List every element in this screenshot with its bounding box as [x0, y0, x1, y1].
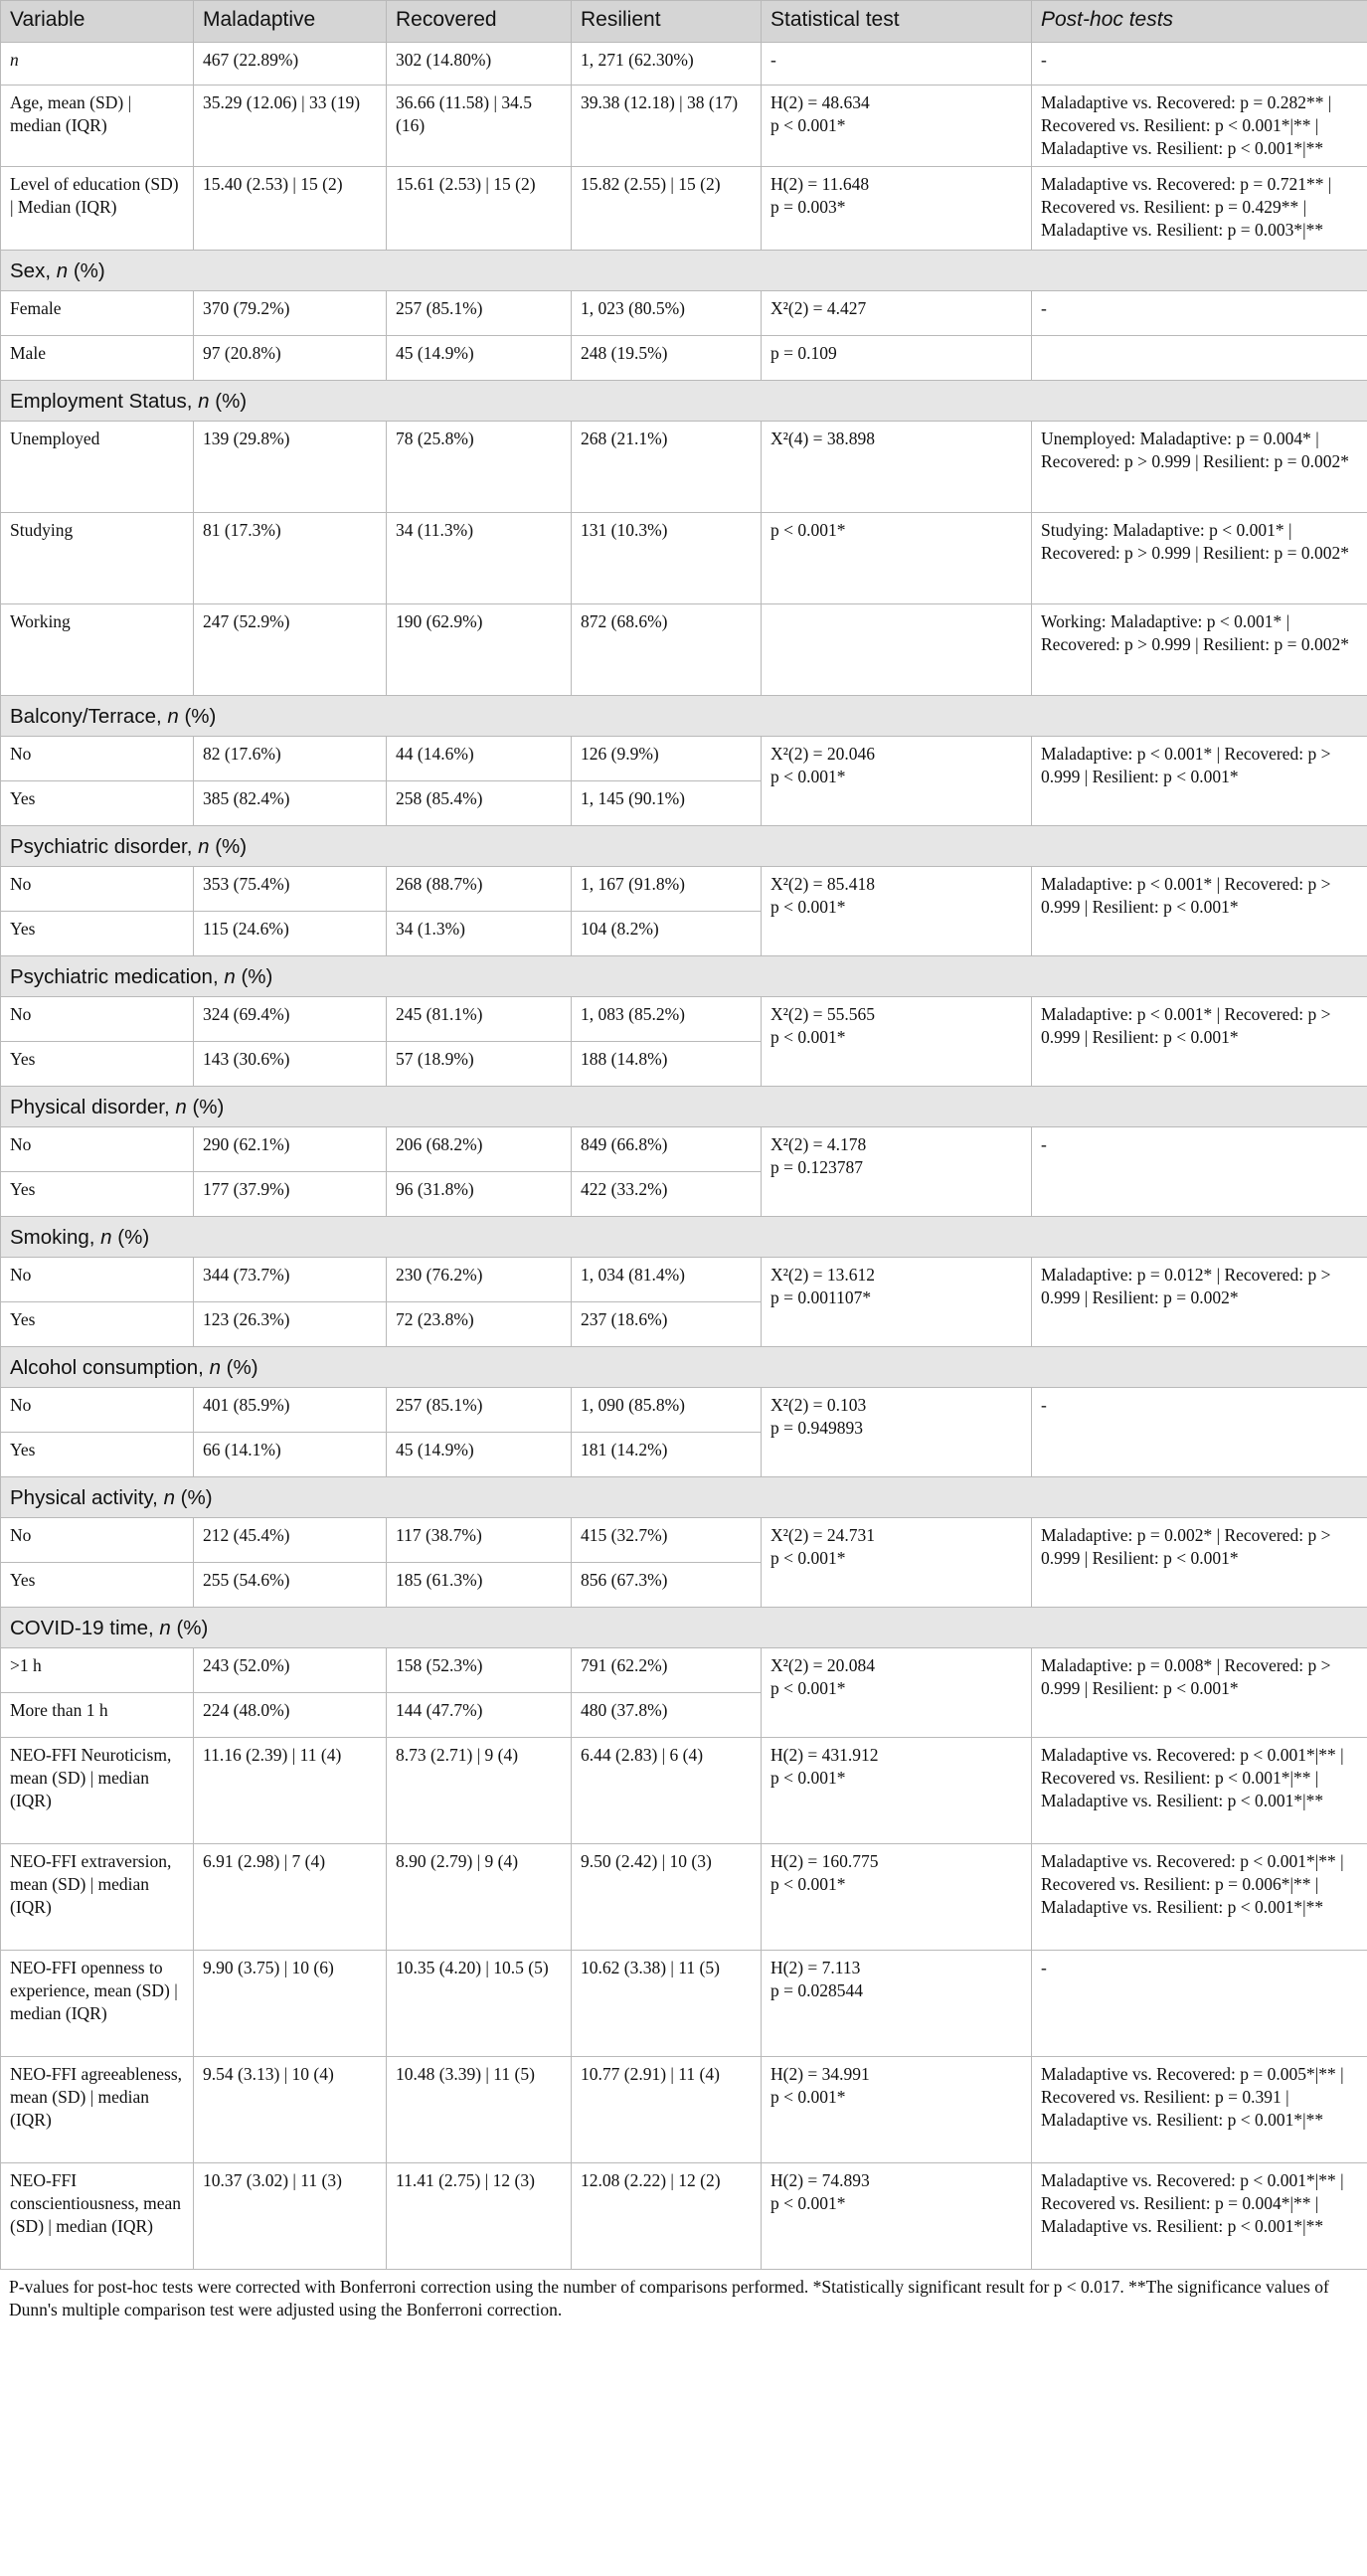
section-header-row	[1, 381, 1367, 422]
cell-statistical-test: -	[762, 43, 1032, 86]
stat-line: p = 0.123787	[770, 1157, 863, 1177]
section-header-physical-disorder: Physical disorder, n (%)	[1, 1087, 1367, 1127]
cell-maladaptive: 81 (17.3%)	[194, 513, 387, 604]
cell-recovered: 206 (68.2%)	[387, 1127, 572, 1172]
cell-variable: Level of education (SD) | Median (IQR)	[1, 167, 194, 251]
section-header-row	[1, 696, 1367, 737]
table-row	[1, 513, 1367, 604]
cell-recovered: 144 (47.7%)	[387, 1693, 572, 1738]
cell-post-hoc: Working: Maladaptive: p < 0.001* | Recovered: p > 0.999 | Resilient: p = 0.002*	[1032, 604, 1367, 696]
table-row	[1, 2057, 1367, 2163]
cell-maladaptive: 255 (54.6%)	[194, 1563, 387, 1608]
cell-statistical-test: p = 0.109	[762, 336, 1032, 381]
cell-maladaptive: 11.16 (2.39) | 11 (4)	[194, 1738, 387, 1844]
cell-recovered: 72 (23.8%)	[387, 1302, 572, 1347]
cell-recovered: 45 (14.9%)	[387, 1433, 572, 1477]
cell-variable: Yes	[1, 912, 194, 956]
cell-variable: NEO-FFI Neuroticism, mean (SD) | median (IQR)	[1, 1738, 194, 1844]
cell-resilient: 791 (62.2%)	[572, 1648, 762, 1693]
cell-recovered: 158 (52.3%)	[387, 1648, 572, 1693]
cell-recovered: 8.73 (2.71) | 9 (4)	[387, 1738, 572, 1844]
cell-variable: Yes	[1, 1042, 194, 1087]
cell-resilient: 12.08 (2.22) | 12 (2)	[572, 2163, 762, 2270]
cell-statistical-test	[762, 1127, 1032, 1217]
cell-resilient: 126 (9.9%)	[572, 737, 762, 781]
cell-recovered: 10.35 (4.20) | 10.5 (5)	[387, 1951, 572, 2057]
stat-line: p = 0.949893	[770, 1418, 863, 1438]
cell-resilient: 131 (10.3%)	[572, 513, 762, 604]
cell-maladaptive: 224 (48.0%)	[194, 1693, 387, 1738]
stat-line: p = 0.003*	[770, 197, 846, 217]
header-resilient: Resilient	[572, 1, 762, 43]
cell-variable: Unemployed	[1, 422, 194, 513]
cell-maladaptive: 123 (26.3%)	[194, 1302, 387, 1347]
cell-post-hoc: -	[1032, 1127, 1367, 1217]
cell-resilient: 9.50 (2.42) | 10 (3)	[572, 1844, 762, 1951]
section-header-psychiatric-disorder: Psychiatric disorder, n (%)	[1, 826, 1367, 867]
cell-maladaptive: 370 (79.2%)	[194, 291, 387, 336]
cell-recovered: 36.66 (11.58) | 34.5 (16)	[387, 86, 572, 167]
stat-line: X²(2) = 20.084	[770, 1655, 876, 1675]
cell-recovered: 34 (11.3%)	[387, 513, 572, 604]
section-header-physical-activity: Physical activity, n (%)	[1, 1477, 1367, 1518]
cell-statistical-test	[762, 2163, 1032, 2270]
cell-variable: NEO-FFI extraversion, mean (SD) | median (IQR)	[1, 1844, 194, 1951]
cell-maladaptive: 35.29 (12.06) | 33 (19)	[194, 86, 387, 167]
cell-maladaptive: 15.40 (2.53) | 15 (2)	[194, 167, 387, 251]
cell-resilient: 415 (32.7%)	[572, 1518, 762, 1563]
cell-resilient: 39.38 (12.18) | 38 (17)	[572, 86, 762, 167]
table-row	[1, 43, 1367, 86]
cell-post-hoc: -	[1032, 1388, 1367, 1477]
cell-resilient: 188 (14.8%)	[572, 1042, 762, 1087]
cell-resilient: 1, 083 (85.2%)	[572, 997, 762, 1042]
cell-variable: Yes	[1, 1563, 194, 1608]
cell-variable: Yes	[1, 1433, 194, 1477]
stat-line: p < 0.001*	[770, 1548, 846, 1568]
cell-post-hoc: Unemployed: Maladaptive: p = 0.004* | Recovered: p > 0.999 | Resilient: p = 0.002*	[1032, 422, 1367, 513]
cell-post-hoc: -	[1032, 1951, 1367, 2057]
cell-statistical-test	[762, 604, 1032, 696]
cell-variable: Female	[1, 291, 194, 336]
cell-resilient: 422 (33.2%)	[572, 1172, 762, 1217]
cell-recovered: 8.90 (2.79) | 9 (4)	[387, 1844, 572, 1951]
cell-variable: >1 h	[1, 1648, 194, 1693]
table-row	[1, 2163, 1367, 2270]
section-header-balcony: Balcony/Terrace, n (%)	[1, 696, 1367, 737]
section-header-employment: Employment Status, n (%)	[1, 381, 1367, 422]
section-header-alcohol: Alcohol consumption, n (%)	[1, 1347, 1367, 1388]
cell-variable: NEO-FFI openness to experience, mean (SD) | median (IQR)	[1, 1951, 194, 2057]
cell-post-hoc: Maladaptive: p = 0.008* | Recovered: p > 0.999 | Resilient: p < 0.001*	[1032, 1648, 1367, 1738]
cell-variable: No	[1, 1518, 194, 1563]
table-row	[1, 867, 1367, 912]
section-header-row	[1, 956, 1367, 997]
cell-recovered: 230 (76.2%)	[387, 1258, 572, 1302]
stat-line: H(2) = 48.634	[770, 92, 870, 112]
cell-maladaptive: 143 (30.6%)	[194, 1042, 387, 1087]
cell-statistical-test	[762, 1738, 1032, 1844]
cell-resilient: 1, 167 (91.8%)	[572, 867, 762, 912]
cell-statistical-test	[762, 867, 1032, 956]
cell-statistical-test	[762, 1951, 1032, 2057]
table-row	[1, 86, 1367, 167]
cell-recovered: 78 (25.8%)	[387, 422, 572, 513]
cell-variable: No	[1, 997, 194, 1042]
table-row	[1, 1951, 1367, 2057]
stat-line: H(2) = 11.648	[770, 174, 870, 194]
cell-resilient: 856 (67.3%)	[572, 1563, 762, 1608]
header-maladaptive: Maladaptive	[194, 1, 387, 43]
table-row	[1, 1738, 1367, 1844]
stat-line: X²(2) = 85.418	[770, 874, 876, 894]
stat-line: p < 0.001*	[770, 767, 846, 786]
stat-line: p < 0.001*	[770, 2193, 846, 2213]
cell-resilient: 104 (8.2%)	[572, 912, 762, 956]
cell-recovered: 34 (1.3%)	[387, 912, 572, 956]
section-header-row	[1, 1347, 1367, 1388]
cell-variable: More than 1 h	[1, 1693, 194, 1738]
cell-recovered: 257 (85.1%)	[387, 1388, 572, 1433]
cell-resilient: 237 (18.6%)	[572, 1302, 762, 1347]
cell-recovered: 257 (85.1%)	[387, 291, 572, 336]
table-row	[1, 336, 1367, 381]
stat-line: p < 0.001*	[770, 897, 846, 917]
table-row	[1, 604, 1367, 696]
cell-resilient: 872 (68.6%)	[572, 604, 762, 696]
cell-recovered: 10.48 (3.39) | 11 (5)	[387, 2057, 572, 2163]
cell-recovered: 57 (18.9%)	[387, 1042, 572, 1087]
cell-recovered: 190 (62.9%)	[387, 604, 572, 696]
stat-line: X²(2) = 20.046	[770, 744, 876, 764]
cell-post-hoc: Maladaptive vs. Recovered: p = 0.721** | Recovered vs. Resilient: p = 0.429** | Maladaptive vs. Resilient: p = 0.003*|**	[1032, 167, 1367, 251]
cell-statistical-test: X²(4) = 38.898	[762, 422, 1032, 513]
cell-resilient: 1, 271 (62.30%)	[572, 43, 762, 86]
cell-statistical-test	[762, 167, 1032, 251]
stat-line: p < 0.001*	[770, 1678, 846, 1698]
cell-maladaptive: 344 (73.7%)	[194, 1258, 387, 1302]
cell-variable: No	[1, 1388, 194, 1433]
table-row	[1, 1388, 1367, 1433]
cell-variable: Age, mean (SD) | median (IQR)	[1, 86, 194, 167]
cell-statistical-test	[762, 1648, 1032, 1738]
cell-maladaptive: 115 (24.6%)	[194, 912, 387, 956]
cell-variable: Yes	[1, 781, 194, 826]
cell-recovered: 245 (81.1%)	[387, 997, 572, 1042]
cell-recovered: 258 (85.4%)	[387, 781, 572, 826]
cell-maladaptive: 9.90 (3.75) | 10 (6)	[194, 1951, 387, 2057]
section-header-row	[1, 1087, 1367, 1127]
stat-line: X²(2) = 24.731	[770, 1525, 876, 1545]
cell-post-hoc: Maladaptive vs. Recovered: p < 0.001*|** | Recovered vs. Resilient: p = 0.004*|** | Maladaptive vs. Resilient: p < 0.001*|**	[1032, 2163, 1367, 2270]
cell-recovered: 11.41 (2.75) | 12 (3)	[387, 2163, 572, 2270]
header-row	[1, 1, 1367, 43]
cell-maladaptive: 212 (45.4%)	[194, 1518, 387, 1563]
cell-variable: Yes	[1, 1302, 194, 1347]
table-footnote: P-values for post-hoc tests were corrected with Bonferroni correction using the number of comparisons performed. *Statistically significant result for p < 0.017. **The significance values of Dunn's multiple comparison test were adjusted using the Bonferroni correction.	[9, 2277, 1329, 2319]
cell-statistical-test	[762, 1258, 1032, 1347]
cell-recovered: 268 (88.7%)	[387, 867, 572, 912]
cell-resilient: 248 (19.5%)	[572, 336, 762, 381]
cell-statistical-test: p < 0.001*	[762, 513, 1032, 604]
cell-maladaptive: 6.91 (2.98) | 7 (4)	[194, 1844, 387, 1951]
cell-post-hoc	[1032, 336, 1367, 381]
stat-line: X²(2) = 4.178	[770, 1134, 867, 1154]
stat-line: p = 0.028544	[770, 1980, 863, 2000]
section-header-row	[1, 826, 1367, 867]
header-post-hoc-tests: Post-hoc tests	[1032, 1, 1367, 43]
cell-statistical-test	[762, 997, 1032, 1087]
cell-resilient: 1, 034 (81.4%)	[572, 1258, 762, 1302]
table-row	[1, 422, 1367, 513]
header-statistical-test: Statistical test	[762, 1, 1032, 43]
cell-maladaptive: 10.37 (3.02) | 11 (3)	[194, 2163, 387, 2270]
table-row	[1, 167, 1367, 251]
section-header-covid-time: COVID-19 time, n (%)	[1, 1608, 1367, 1648]
cell-recovered: 44 (14.6%)	[387, 737, 572, 781]
table-row	[1, 291, 1367, 336]
section-header-psychiatric-medication: Psychiatric medication, n (%)	[1, 956, 1367, 997]
cell-post-hoc: Maladaptive: p = 0.002* | Recovered: p > 0.999 | Resilient: p < 0.001*	[1032, 1518, 1367, 1608]
cell-resilient: 181 (14.2%)	[572, 1433, 762, 1477]
stat-line: X²(2) = 55.565	[770, 1004, 876, 1024]
cell-recovered: 117 (38.7%)	[387, 1518, 572, 1563]
header-recovered: Recovered	[387, 1, 572, 43]
cell-post-hoc: Maladaptive vs. Recovered: p = 0.005*|** | Recovered vs. Resilient: p = 0.391 | Maladaptive vs. Resilient: p < 0.001*|**	[1032, 2057, 1367, 2163]
cell-post-hoc: Studying: Maladaptive: p < 0.001* | Recovered: p > 0.999 | Resilient: p = 0.002*	[1032, 513, 1367, 604]
cell-resilient: 480 (37.8%)	[572, 1693, 762, 1738]
section-header-sex: Sex, n (%)	[1, 251, 1367, 291]
cell-statistical-test	[762, 86, 1032, 167]
cell-statistical-test	[762, 1844, 1032, 1951]
stat-line: p < 0.001*	[770, 1027, 846, 1047]
cell-post-hoc: Maladaptive vs. Recovered: p = 0.282** | Recovered vs. Resilient: p < 0.001*|** | Maladaptive vs. Resilient: p < 0.001*|**	[1032, 86, 1367, 167]
stat-line: H(2) = 160.775	[770, 1851, 879, 1871]
cell-resilient: 6.44 (2.83) | 6 (4)	[572, 1738, 762, 1844]
cell-resilient: 1, 023 (80.5%)	[572, 291, 762, 336]
cell-post-hoc: Maladaptive vs. Recovered: p < 0.001*|** | Recovered vs. Resilient: p = 0.006*|** | Maladaptive vs. Resilient: p < 0.001*|**	[1032, 1844, 1367, 1951]
cell-statistical-test	[762, 737, 1032, 826]
table-row	[1, 1648, 1367, 1693]
stat-line: H(2) = 74.893	[770, 2170, 870, 2190]
cell-resilient: 1, 090 (85.8%)	[572, 1388, 762, 1433]
section-header-row	[1, 251, 1367, 291]
cell-maladaptive: 9.54 (3.13) | 10 (4)	[194, 2057, 387, 2163]
cell-resilient: 849 (66.8%)	[572, 1127, 762, 1172]
cell-maladaptive: 97 (20.8%)	[194, 336, 387, 381]
cell-variable: NEO-FFI agreeableness, mean (SD) | median (IQR)	[1, 2057, 194, 2163]
cell-statistical-test	[762, 1518, 1032, 1608]
cell-maladaptive: 324 (69.4%)	[194, 997, 387, 1042]
cell-recovered: 15.61 (2.53) | 15 (2)	[387, 167, 572, 251]
cell-statistical-test	[762, 1388, 1032, 1477]
cell-statistical-test	[762, 2057, 1032, 2163]
cell-variable: Yes	[1, 1172, 194, 1217]
cell-post-hoc: -	[1032, 291, 1367, 336]
table-row	[1, 1127, 1367, 1172]
cell-maladaptive: 353 (75.4%)	[194, 867, 387, 912]
table-row	[1, 737, 1367, 781]
cell-resilient: 10.62 (3.38) | 11 (5)	[572, 1951, 762, 2057]
table-row	[1, 997, 1367, 1042]
cell-variable: NEO-FFI conscientiousness, mean (SD) | median (IQR)	[1, 2163, 194, 2270]
cell-variable: No	[1, 867, 194, 912]
cell-recovered: 302 (14.80%)	[387, 43, 572, 86]
cell-maladaptive: 247 (52.9%)	[194, 604, 387, 696]
cell-post-hoc: Maladaptive: p < 0.001* | Recovered: p > 0.999 | Resilient: p < 0.001*	[1032, 997, 1367, 1087]
section-header-smoking: Smoking, n (%)	[1, 1217, 1367, 1258]
cell-maladaptive: 243 (52.0%)	[194, 1648, 387, 1693]
cell-resilient: 1, 145 (90.1%)	[572, 781, 762, 826]
cell-post-hoc: -	[1032, 43, 1367, 86]
section-header-row	[1, 1477, 1367, 1518]
cell-statistical-test: X²(2) = 4.427	[762, 291, 1032, 336]
table-row	[1, 1258, 1367, 1302]
cell-variable: No	[1, 737, 194, 781]
cell-recovered: 45 (14.9%)	[387, 336, 572, 381]
cell-resilient: 10.77 (2.91) | 11 (4)	[572, 2057, 762, 2163]
stat-line: X²(2) = 13.612	[770, 1265, 876, 1285]
stat-line: H(2) = 34.991	[770, 2064, 870, 2084]
cell-resilient: 15.82 (2.55) | 15 (2)	[572, 167, 762, 251]
cell-variable: Working	[1, 604, 194, 696]
cell-variable: No	[1, 1127, 194, 1172]
stat-line: p < 0.001*	[770, 1874, 846, 1894]
stat-line: p < 0.001*	[770, 2087, 846, 2107]
cell-variable: Male	[1, 336, 194, 381]
stat-line: p < 0.001*	[770, 115, 846, 135]
cell-maladaptive: 177 (37.9%)	[194, 1172, 387, 1217]
stat-line: p < 0.001*	[770, 1768, 846, 1788]
table-row	[1, 1518, 1367, 1563]
cell-recovered: 96 (31.8%)	[387, 1172, 572, 1217]
cell-post-hoc: Maladaptive vs. Recovered: p < 0.001*|** | Recovered vs. Resilient: p < 0.001*|** | Maladaptive vs. Resilient: p < 0.001*|**	[1032, 1738, 1367, 1844]
stat-line: X²(2) = 0.103	[770, 1395, 867, 1415]
stat-line: H(2) = 431.912	[770, 1745, 879, 1765]
cell-maladaptive: 66 (14.1%)	[194, 1433, 387, 1477]
cell-resilient: 268 (21.1%)	[572, 422, 762, 513]
stat-line: H(2) = 7.113	[770, 1958, 861, 1977]
cell-variable: n	[1, 43, 194, 86]
cell-maladaptive: 467 (22.89%)	[194, 43, 387, 86]
cell-post-hoc: Maladaptive: p < 0.001* | Recovered: p > 0.999 | Resilient: p < 0.001*	[1032, 867, 1367, 956]
cell-maladaptive: 139 (29.8%)	[194, 422, 387, 513]
cell-maladaptive: 401 (85.9%)	[194, 1388, 387, 1433]
cell-maladaptive: 385 (82.4%)	[194, 781, 387, 826]
cell-post-hoc: Maladaptive: p < 0.001* | Recovered: p > 0.999 | Resilient: p < 0.001*	[1032, 737, 1367, 826]
cell-maladaptive: 290 (62.1%)	[194, 1127, 387, 1172]
cell-variable: No	[1, 1258, 194, 1302]
header-variable: Variable	[1, 1, 194, 43]
cell-variable: Studying	[1, 513, 194, 604]
section-header-row	[1, 1608, 1367, 1648]
stat-line: p = 0.001107*	[770, 1288, 872, 1307]
table-row	[1, 1844, 1367, 1951]
cell-recovered: 185 (61.3%)	[387, 1563, 572, 1608]
section-header-row	[1, 1217, 1367, 1258]
cell-maladaptive: 82 (17.6%)	[194, 737, 387, 781]
cell-post-hoc: Maladaptive: p = 0.012* | Recovered: p > 0.999 | Resilient: p = 0.002*	[1032, 1258, 1367, 1347]
